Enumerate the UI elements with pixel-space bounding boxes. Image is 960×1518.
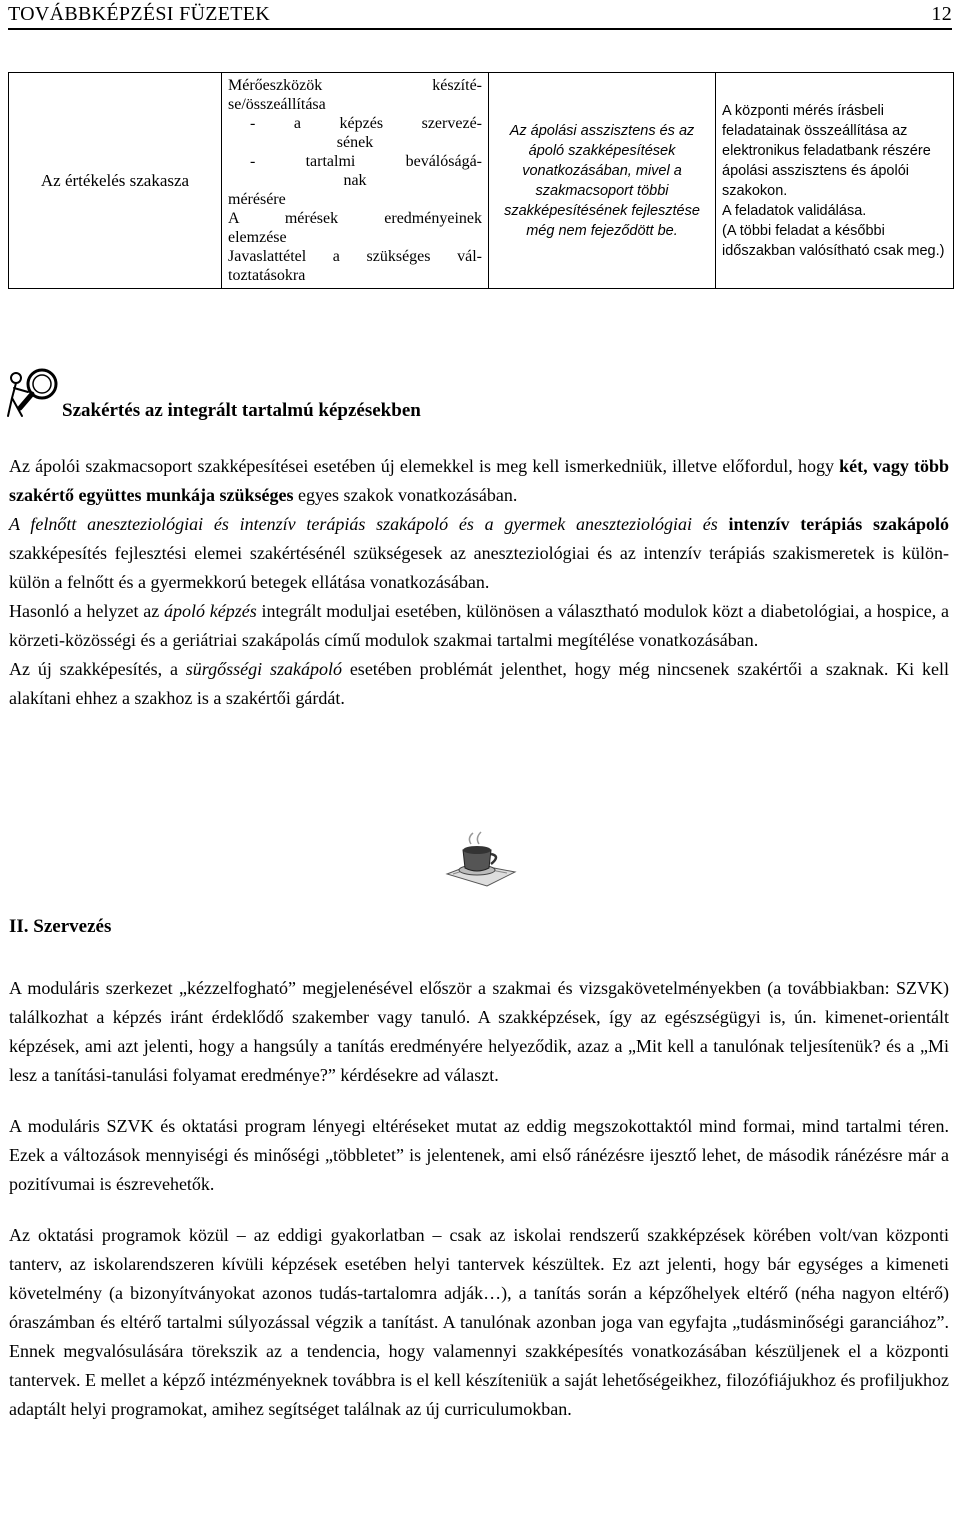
text-run-italic: ápoló képzés	[164, 601, 257, 621]
text-run: egyes szakok vonatkozásában.	[293, 485, 518, 505]
task-line: - tartalmi beválóságá-	[250, 153, 482, 170]
task-line: - a képzés szervezé-	[250, 115, 482, 132]
table-row	[9, 73, 954, 289]
text-run: Az ápolói szakmacsoport szakképesítései esetében új elemekkel is meg kell ismerkedniük, illetve előfordul, hogy	[9, 456, 840, 476]
text-run-italic: A felnőtt aneszteziológiai és intenzív terápiás szakápoló és a gyermek aneszteziológiai és	[9, 514, 729, 534]
text-run-bold: két, vagy több szakértő együttes munkája szükséges	[9, 456, 950, 505]
result-line: A feladatok validálása.	[722, 202, 867, 219]
running-header	[8, 0, 952, 30]
header-title: TOVÁBBKÉPZÉSI FÜZETEK	[8, 3, 271, 25]
page-number: 12	[931, 3, 952, 25]
text-run: Hasonló a helyzet az	[9, 601, 164, 621]
evaluation-table	[8, 72, 954, 289]
coffee-cup-icon	[443, 830, 519, 888]
text-run: esetében problémát jelenthet, hogy még nincsenek szakértői a szaknak. Ki kell alakítani ehhez a szakhoz is a szakértői gárdát.	[9, 659, 949, 708]
result-line: (A többi feladat a későbbi időszakban valósítható csak meg.)	[722, 222, 945, 259]
paragraph: A moduláris SZVK és oktatási program lényegi eltéréseket mutat az eddig megszokottaktól mind formai, mind tartalmi téren. Ezek a változások mennyiségi és minőségi „többletet” is jelentenek, ami első ránézésre ijesztő lehet, de második ránézésre már a pozitívumai is észrevehetők.	[9, 1116, 949, 1194]
section-title-expertise: Szakértés az integrált tartalmú képzésekben	[62, 400, 421, 421]
section2-body	[9, 974, 949, 1424]
paragraph	[9, 655, 949, 713]
paragraph	[9, 597, 949, 655]
task-line: mérésére	[228, 191, 286, 208]
section-title-organisation: II. Szervezés	[9, 916, 112, 937]
text-run-italic: sürgősségi szakápoló	[185, 659, 342, 679]
text-run: Az új szakképesítés, a	[9, 659, 186, 679]
task-line: nak	[343, 172, 367, 189]
result-line: A központi mérés írásbeli feladatainak összeállítása az elektronikus feladatbank részére ápolási asszisztens és ápolói szakokon.	[722, 102, 931, 199]
result-cell	[716, 73, 954, 289]
text-run-bold: intenzív terápiás szakápoló	[728, 514, 949, 534]
paragraph: Az oktatási programok közül – az eddigi gyakorlatban – csak az iskolai rendszerű szakképzések körében volt/van központi tanterv, az iskolarendszeren kívüli képzések esetében helyi tantervek készültek. Ez azt jelenti, hogy bár egységes a kimeneti követelmény (a bizonyítványokat azonos tudás-tartalomra adják…), a tanítás során a képzőhelyek eltérő (néha nagyon eltérő) óraszámban és eltérő tartalmi súlyozással végzik a tanítást. A tanulónak azonban joga van egyfajta „tudásminőségi garanciához”. Ennek megvalósulására törekszik az a tendencia, hogy valamennyi szakképesítés vonatkozásában készüljenek el a központi tantervek. E mellet a képző intézményeknek továbbra is el kell készíteniük a saját lehetőségeikhez, filozófiájukhoz és profiljukhoz adaptált helyi programokat, amihez segítséget találnak az új curriculumokban.	[9, 1225, 949, 1419]
paragraph: A moduláris szerkezet „kézzelfogható” megjelenésével először a szakmai és vizsgakövetelményekben (a továbbiakban: SZVK) találkozhat a képzés iránt érdeklődő szakember vagy tanuló. A szakképzések, így az egészségügyi is, ún. kimenet-orientált képzések, ami azt jelenti, hogy a hangsúly a tanítás eredményére helyeződik, azaz a „Mit kell a tanulónak teljesítenük? és a „Mi lesz a tanítási-tanulási folyamat eredménye?” kérdésekre ad választ.	[9, 978, 949, 1085]
task-line: elemzése	[228, 229, 287, 246]
task-line: A mérések eredményeinek	[228, 210, 482, 227]
tasks-cell	[222, 73, 489, 289]
task-line: toztatásokra	[228, 267, 306, 284]
task-line: Javaslattétel a szükséges vál-	[228, 248, 482, 265]
paragraph	[9, 452, 949, 510]
text-run: szakképesítés fejlesztési elemei szakértésénél szükségesek az aneszteziológiai és az intenzív terápiás szakismeretek is külön-külön a felnőtt és a gyermekkorú betegek ellátása vonatkozásában.	[9, 543, 949, 592]
magnifier-person-icon	[6, 362, 62, 420]
paragraph	[9, 510, 949, 597]
note-cell: Az ápolási asszisztens és az ápoló szakképesítések vonatkozásában, mivel a szakmacsoport többi szakképesítésének fejlesztése még nem fejeződött be.	[489, 73, 716, 289]
stage-cell: Az értékelés szakasza	[9, 73, 222, 289]
task-line: Mérőeszközök készíté-	[228, 77, 482, 94]
task-line: sének	[336, 134, 374, 151]
section1-body	[9, 452, 949, 713]
task-line: se/összeállítása	[228, 96, 326, 113]
text-run: integrált moduljai esetében, különösen a választható modulok közt a diabetológiai, a hospice, a körzeti-közösségi és a geriátriai szakápolás című modulok szakmai tartalmi megítélése vonatkozásában.	[9, 601, 949, 650]
